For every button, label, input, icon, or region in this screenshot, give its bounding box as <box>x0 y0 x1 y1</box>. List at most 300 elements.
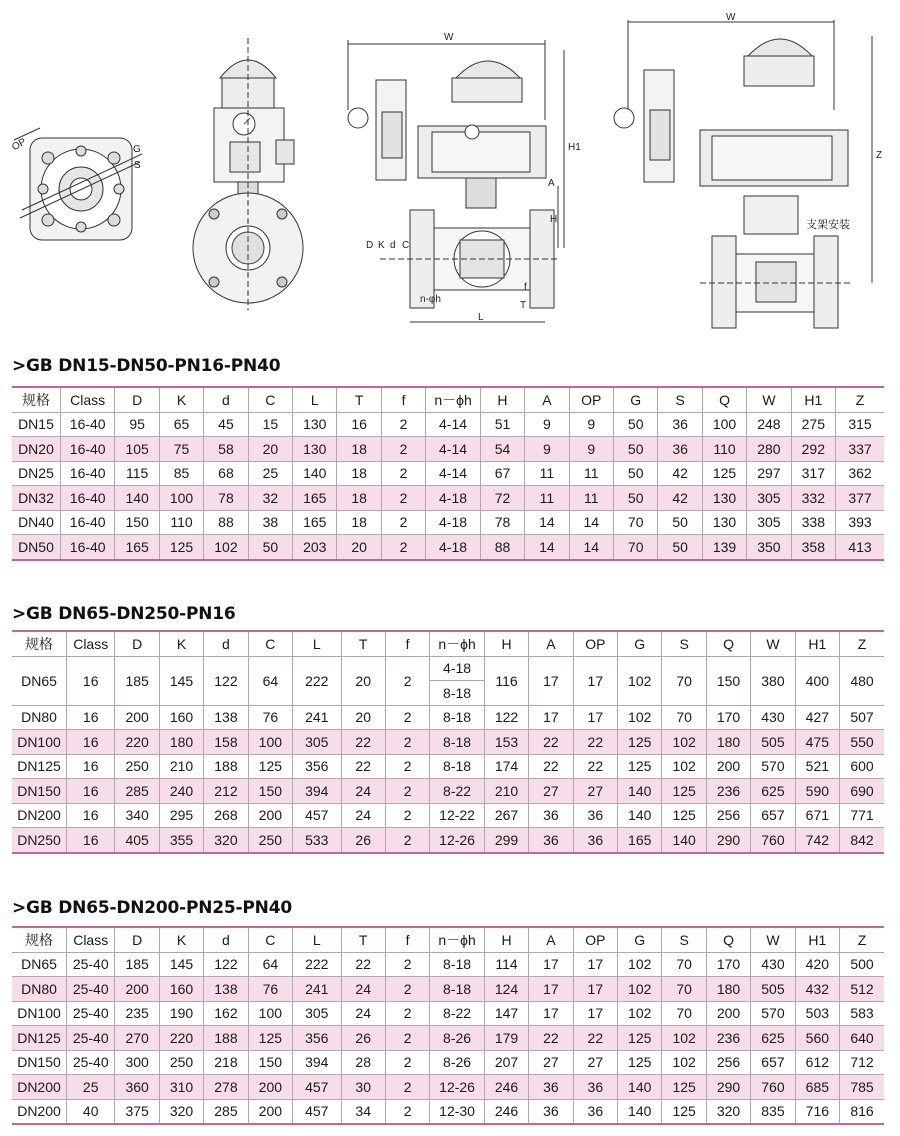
header-cell: S <box>662 631 706 656</box>
table-row <box>12 730 884 755</box>
table-title-dn15-dn50: >GB DN15-DN50-PN16-PN40 <box>12 356 281 376</box>
table-cell: 42 <box>658 486 702 511</box>
table-cell: 130 <box>293 437 337 462</box>
table-cell: 125 <box>662 779 706 804</box>
table-cell: 50 <box>658 510 702 535</box>
table-cell: 22 <box>573 730 617 755</box>
k-label: K <box>378 240 385 251</box>
table-cell: 4-18 <box>426 510 481 535</box>
table-cell: 140 <box>618 779 662 804</box>
table-cell: 124 <box>484 977 528 1002</box>
table-cell: 16 <box>67 730 115 755</box>
table-cell: 218 <box>204 1050 248 1075</box>
table-cell: 295 <box>159 803 203 828</box>
table-cell: 285 <box>204 1099 248 1124</box>
table-cell: 235 <box>115 1001 159 1026</box>
table-cell: 58 <box>204 437 248 462</box>
table-cell: 105 <box>115 437 159 462</box>
c-label: C <box>402 240 410 251</box>
header-cell: A <box>529 927 573 952</box>
table-cell: 102 <box>662 1026 706 1051</box>
table-cell: 102 <box>662 1050 706 1075</box>
table-cell: 377 <box>836 486 884 511</box>
table-cell: 190 <box>159 1001 203 1026</box>
table-cell: 533 <box>293 828 341 853</box>
table-cell: 30 <box>341 1075 385 1100</box>
table-cell: 17 <box>529 1001 573 1026</box>
table-cell: 360 <box>115 1075 159 1100</box>
table-cell: 100 <box>248 1001 292 1026</box>
table-cell: 24 <box>341 803 385 828</box>
table-row <box>12 1075 884 1100</box>
table-cell: 270 <box>115 1026 159 1051</box>
table-header-row <box>12 631 884 656</box>
header-cell: L <box>293 631 341 656</box>
table-cell: 200 <box>248 1075 292 1100</box>
table-cell: 24 <box>341 1001 385 1026</box>
table-cell: 14 <box>525 535 569 560</box>
table-cell: 150 <box>115 510 159 535</box>
table-cell: 14 <box>525 510 569 535</box>
row-label-cell: DN80 <box>12 977 67 1002</box>
table-cell: 290 <box>706 1075 750 1100</box>
table-cell: 36 <box>573 1099 617 1124</box>
table-cell: 130 <box>702 486 746 511</box>
header-cell: H <box>484 631 528 656</box>
row-label-cell: DN125 <box>12 1026 67 1051</box>
table-cell: 292 <box>791 437 835 462</box>
table-cell: 114 <box>484 952 528 977</box>
spec-table-dn65-dn250 <box>12 630 884 854</box>
table-cell: 600 <box>840 754 884 779</box>
table-cell: 165 <box>618 828 662 853</box>
table-cell: 521 <box>795 754 839 779</box>
technical-drawings <box>0 0 900 340</box>
table-cell: 12-26 <box>430 1075 485 1100</box>
table-cell: 210 <box>484 779 528 804</box>
table-cell: 22 <box>341 730 385 755</box>
table-cell: 16-40 <box>60 535 115 560</box>
table-cell: 17 <box>529 952 573 977</box>
table-cell: 42 <box>658 461 702 486</box>
table-cell: 2 <box>385 803 429 828</box>
table-cell: 4-18 <box>426 486 481 511</box>
table-row <box>12 510 884 535</box>
table-cell: 16-40 <box>60 412 115 437</box>
table-cell: 760 <box>751 828 795 853</box>
table-cell: 160 <box>159 977 203 1002</box>
table-cell: 550 <box>840 730 884 755</box>
table-cell: 165 <box>293 510 337 535</box>
table-cell: 179 <box>484 1026 528 1051</box>
table-cell: 16 <box>337 412 381 437</box>
table-cell: 165 <box>293 486 337 511</box>
table-cell: 394 <box>293 779 341 804</box>
d-upper-label: D <box>366 240 374 251</box>
header-cell: f <box>381 387 425 412</box>
header-cell: 规格 <box>12 387 60 412</box>
table-cell: 17 <box>573 977 617 1002</box>
row-label-cell: DN20 <box>12 437 60 462</box>
table-cell: 241 <box>293 977 341 1002</box>
table-cell: 102 <box>618 952 662 977</box>
table-cell: 8-22 <box>430 779 485 804</box>
table-cell: 17 <box>529 977 573 1002</box>
table-cell: 36 <box>529 1099 573 1124</box>
table-cell: 4-14 <box>426 461 481 486</box>
table-cell: 222 <box>293 952 341 977</box>
table-cell: 200 <box>248 803 292 828</box>
table-cell: 2 <box>385 1026 429 1051</box>
table-cell: 340 <box>115 803 159 828</box>
s-label: S <box>134 160 141 171</box>
t-label: T <box>520 300 527 311</box>
table-cell: 413 <box>836 535 884 560</box>
table-cell: 22 <box>529 730 573 755</box>
table-cell: 12-22 <box>430 803 485 828</box>
table-cell: 220 <box>159 1026 203 1051</box>
table-cell: 2 <box>385 977 429 1002</box>
table-cell: 125 <box>702 461 746 486</box>
table-cell: 785 <box>840 1075 884 1100</box>
header-cell: K <box>159 927 203 952</box>
table-cell: 716 <box>795 1099 839 1124</box>
z-label: Z <box>876 150 883 161</box>
header-cell: d <box>204 927 248 952</box>
table-cell: 475 <box>795 730 839 755</box>
table-row <box>12 779 884 804</box>
row-label-cell: DN100 <box>12 730 67 755</box>
table-cell: 8-18 <box>430 952 485 977</box>
table-cell: 4-14 <box>426 412 481 437</box>
table-cell: 393 <box>836 510 884 535</box>
table-cell: 380 <box>751 656 795 705</box>
table-cell: 375 <box>115 1099 159 1124</box>
table-cell: 355 <box>159 828 203 853</box>
table-cell: 50 <box>614 437 658 462</box>
table-cell: 246 <box>484 1075 528 1100</box>
table-cell: 122 <box>484 705 528 730</box>
table-cell: 2 <box>381 535 425 560</box>
table-cell: 250 <box>115 754 159 779</box>
row-label-cell: DN125 <box>12 754 67 779</box>
table-cell: 241 <box>293 705 341 730</box>
table-cell: 816 <box>840 1099 884 1124</box>
table-cell: 75 <box>159 437 203 462</box>
top-view-drawing <box>14 128 142 240</box>
table-row <box>12 486 884 511</box>
table-cell: 88 <box>204 510 248 535</box>
table-cell: 512 <box>840 977 884 1002</box>
row-label-cell: DN80 <box>12 705 67 730</box>
table-cell: 28 <box>341 1050 385 1075</box>
table-cell: 2 <box>385 705 429 730</box>
table-cell: 362 <box>836 461 884 486</box>
table-cell: 14 <box>569 535 613 560</box>
table-cell: 427 <box>795 705 839 730</box>
table-cell: 25-40 <box>67 1001 115 1026</box>
table-cell: 16 <box>67 656 115 705</box>
table-cell: 8-18 <box>430 977 485 1002</box>
f-label: f <box>524 282 527 293</box>
row-label-cell: DN200 <box>12 1075 67 1100</box>
header-cell: Q <box>706 927 750 952</box>
header-cell: H1 <box>791 387 835 412</box>
table-cell: 24 <box>341 977 385 1002</box>
table-cell: 102 <box>204 535 248 560</box>
table-cell: 305 <box>293 1001 341 1026</box>
table-cell: 22 <box>573 754 617 779</box>
table-cell: 212 <box>204 779 248 804</box>
w-label-front: W <box>444 32 454 43</box>
spec-table-dn65-dn200-pn25 <box>12 926 884 1125</box>
header-cell: G <box>618 631 662 656</box>
table-cell: 657 <box>751 803 795 828</box>
table-cell: 150 <box>248 1050 292 1075</box>
header-cell: C <box>248 927 292 952</box>
header-cell: 规格 <box>12 631 67 656</box>
table-cell: 200 <box>115 977 159 1002</box>
table-cell: 122 <box>204 952 248 977</box>
table-cell: 22 <box>529 1026 573 1051</box>
table-cell: 583 <box>840 1001 884 1026</box>
table-cell: 12-26 <box>430 828 485 853</box>
table-cell: 332 <box>791 486 835 511</box>
table-row <box>12 1001 884 1026</box>
table-cell: 200 <box>706 1001 750 1026</box>
table-cell: 17 <box>529 705 573 730</box>
table-cell: 16-40 <box>60 510 115 535</box>
table-cell: 248 <box>747 412 791 437</box>
table-cell: 290 <box>706 828 750 853</box>
table-cell: 17 <box>573 705 617 730</box>
table-cell: 612 <box>795 1050 839 1075</box>
table-cell: 16-40 <box>60 486 115 511</box>
table-cell: 140 <box>618 1075 662 1100</box>
table-cell: 8-18 <box>430 705 485 730</box>
table-cell: 125 <box>662 1099 706 1124</box>
header-cell: A <box>525 387 569 412</box>
table-cell: 68 <box>204 461 248 486</box>
row-label-cell: DN25 <box>12 461 60 486</box>
header-cell: L <box>293 927 341 952</box>
table-cell: 100 <box>702 412 746 437</box>
header-cell: L <box>293 387 337 412</box>
table-cell: 140 <box>618 1099 662 1124</box>
table-cell: 507 <box>840 705 884 730</box>
table-cell: 125 <box>662 1075 706 1100</box>
table-cell: 20 <box>341 656 385 705</box>
table-cell: 358 <box>791 535 835 560</box>
table-cell: 16-40 <box>60 461 115 486</box>
header-cell: OP <box>573 631 617 656</box>
table-cell: 2 <box>381 486 425 511</box>
table-cell: 180 <box>706 730 750 755</box>
table-cell: 36 <box>529 1075 573 1100</box>
table-cell: 102 <box>618 705 662 730</box>
table-cell: 125 <box>618 1050 662 1075</box>
table-cell: 70 <box>662 705 706 730</box>
table-cell: 200 <box>248 1099 292 1124</box>
nph-label: n-φh <box>420 294 441 305</box>
table-cell: 25-40 <box>67 1026 115 1051</box>
table-row <box>12 803 884 828</box>
table-header-row <box>12 387 884 412</box>
table-cell: 78 <box>480 510 524 535</box>
table-cell: 22 <box>341 952 385 977</box>
table-cell: 27 <box>573 779 617 804</box>
table-cell: 110 <box>702 437 746 462</box>
table-cell: 671 <box>795 803 839 828</box>
header-cell: S <box>658 387 702 412</box>
table-cell: 11 <box>569 486 613 511</box>
table-cell: 430 <box>751 705 795 730</box>
table-cell: 280 <box>747 437 791 462</box>
table-cell: 4-18 <box>426 535 481 560</box>
table-cell: 27 <box>529 1050 573 1075</box>
table-cell: 297 <box>747 461 791 486</box>
table-cell: 34 <box>341 1099 385 1124</box>
header-cell: W <box>751 927 795 952</box>
table-cell: 125 <box>248 754 292 779</box>
table-cell: 8-26 <box>430 1050 485 1075</box>
header-cell: T <box>341 631 385 656</box>
table-cell: 110 <box>159 510 203 535</box>
table-cell: 11 <box>525 461 569 486</box>
table-cell: 503 <box>795 1001 839 1026</box>
table-cell: 457 <box>293 803 341 828</box>
header-cell: Class <box>67 631 115 656</box>
table-cell: 9 <box>569 437 613 462</box>
g-label: G <box>133 144 141 155</box>
table-cell: 320 <box>159 1099 203 1124</box>
header-cell: A <box>529 631 573 656</box>
table-cell: 200 <box>706 754 750 779</box>
row-label-cell: DN15 <box>12 412 60 437</box>
table-cell: 835 <box>751 1099 795 1124</box>
table-cell: 2 <box>385 1075 429 1100</box>
row-label-cell: DN40 <box>12 510 60 535</box>
table-cell: 50 <box>658 535 702 560</box>
row-label-cell: DN65 <box>12 952 67 977</box>
table-cell: 70 <box>662 977 706 1002</box>
table-cell: 140 <box>115 486 159 511</box>
table-cell: 337 <box>836 437 884 462</box>
header-cell: K <box>159 387 203 412</box>
table-cell: 125 <box>662 803 706 828</box>
table-cell: 45 <box>204 412 248 437</box>
table-cell: 338 <box>791 510 835 535</box>
header-cell: H1 <box>795 631 839 656</box>
row-label-cell: DN250 <box>12 828 67 853</box>
a-label: A <box>548 178 555 189</box>
table-cell: 36 <box>529 803 573 828</box>
table-cell: 15 <box>248 412 292 437</box>
table-cell: 95 <box>115 412 159 437</box>
table-cell: 22 <box>341 754 385 779</box>
side-view-drawing <box>193 38 303 310</box>
table-cell: 356 <box>293 1026 341 1051</box>
table-cell: 18 <box>337 510 381 535</box>
table-cell: 160 <box>159 705 203 730</box>
table-cell: 20 <box>248 437 292 462</box>
header-cell: T <box>341 927 385 952</box>
table-cell: 70 <box>662 952 706 977</box>
table-cell: 256 <box>706 1050 750 1075</box>
table-row <box>12 1050 884 1075</box>
table-cell: 100 <box>248 730 292 755</box>
table-cell: 18 <box>337 461 381 486</box>
table-cell: 138 <box>204 977 248 1002</box>
header-cell: Z <box>840 631 884 656</box>
header-cell: Q <box>702 387 746 412</box>
table-cell: 115 <box>115 461 159 486</box>
table-cell: 64 <box>248 656 292 705</box>
l-label: L <box>478 312 484 323</box>
table-cell: 657 <box>751 1050 795 1075</box>
table-cell: 2 <box>381 412 425 437</box>
table-cell: 88 <box>480 535 524 560</box>
table-cell: 2 <box>385 1099 429 1124</box>
table-cell: 70 <box>662 1001 706 1026</box>
h-label: H <box>550 214 558 225</box>
d-lower-label: d <box>390 240 396 251</box>
table-cell: 457 <box>293 1075 341 1100</box>
table-cell: 299 <box>484 828 528 853</box>
table-cell: 25-40 <box>67 1050 115 1075</box>
table-row <box>12 828 884 853</box>
table-cell: 40 <box>67 1099 115 1124</box>
table-cell: 320 <box>204 828 248 853</box>
table-cell: 203 <box>293 535 337 560</box>
table-cell: 20 <box>337 535 381 560</box>
table-cell: 25 <box>248 461 292 486</box>
table-cell: 240 <box>159 779 203 804</box>
table-cell: 356 <box>293 754 341 779</box>
table-cell: 2 <box>385 730 429 755</box>
table-cell: 16 <box>67 779 115 804</box>
header-cell: OP <box>573 927 617 952</box>
header-cell: G <box>614 387 658 412</box>
table-cell: 170 <box>706 705 750 730</box>
table-cell: 85 <box>159 461 203 486</box>
table-cell: 712 <box>840 1050 884 1075</box>
table-cell: 102 <box>618 656 662 705</box>
table-cell: 236 <box>706 1026 750 1051</box>
table-cell: 210 <box>159 754 203 779</box>
table-cell: 2 <box>385 952 429 977</box>
row-label-cell: DN200 <box>12 1099 67 1124</box>
front-view-drawing <box>348 40 564 322</box>
table-cell: 16 <box>67 754 115 779</box>
table-cell: 36 <box>658 437 702 462</box>
table-cell: 8-26 <box>430 1026 485 1051</box>
header-cell: Z <box>836 387 884 412</box>
table-cell: 2 <box>385 779 429 804</box>
table-cell: 480 <box>840 656 884 705</box>
table-cell: 25-40 <box>67 952 115 977</box>
table-cell: 25 <box>67 1075 115 1100</box>
table-cell: 140 <box>293 461 337 486</box>
table-cell: 145 <box>159 952 203 977</box>
row-label-cell: DN32 <box>12 486 60 511</box>
table-cell: 102 <box>662 730 706 755</box>
table-cell: 25-40 <box>67 977 115 1002</box>
table-row <box>12 461 884 486</box>
table-header-row <box>12 927 884 952</box>
table-cell: 17 <box>573 952 617 977</box>
table-cell: 36 <box>529 828 573 853</box>
